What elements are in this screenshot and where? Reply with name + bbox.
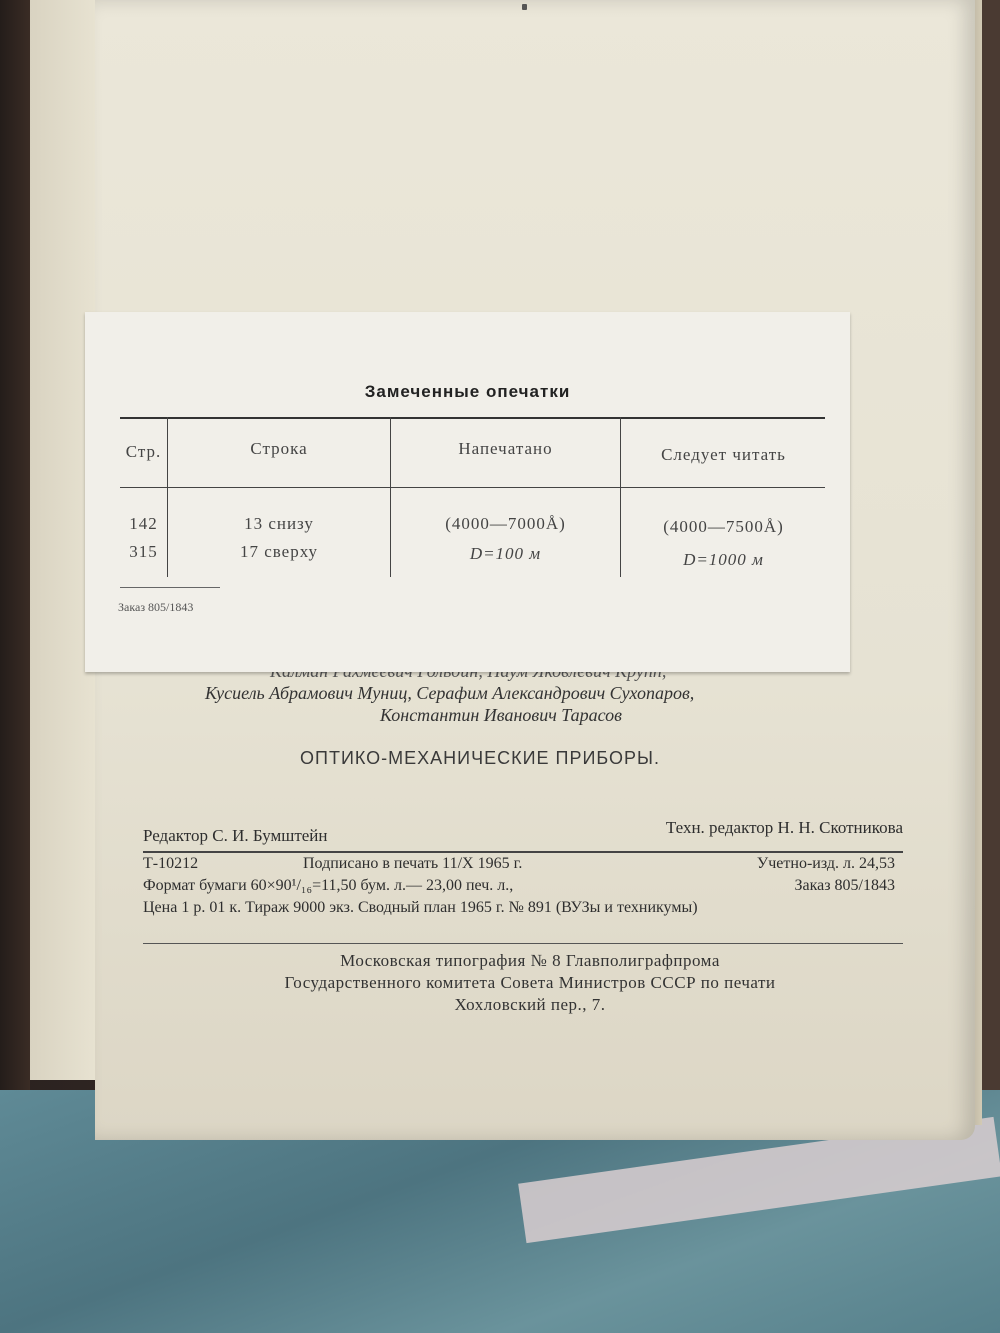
- header-page: Стр.: [125, 442, 162, 461]
- errata-table: [120, 417, 830, 582]
- row-2-correct: D=1000 м: [683, 550, 764, 569]
- detail-row-1: [143, 855, 903, 877]
- errata-title: Замеченные опечатки: [364, 382, 571, 401]
- book-title: ОПТИКО-МЕХАНИЧЕСКИЕ ПРИБОРЫ.: [300, 748, 660, 768]
- editors-line: [143, 818, 903, 848]
- row-1-line: 13 снизу: [244, 514, 314, 533]
- table-bottom-rule: [120, 587, 220, 588]
- header-correct: Следует читать: [661, 445, 786, 464]
- header-line: Строка: [250, 439, 308, 458]
- row-2-printed: D=100 м: [469, 544, 542, 563]
- authors-line-3: Константин Иванович Тарасов: [380, 705, 622, 725]
- detail-row-3: [143, 899, 903, 921]
- header-printed: Напечатано: [458, 439, 553, 458]
- printer-info: [140, 950, 920, 1016]
- authors-line-2: Кусиель Абрамович Муниц, Серафим Александрович Сухопаров,: [205, 683, 695, 703]
- paper-format: Формат бумаги 60×90¹/₁₆=11,50 бум. л.— 23,00 печ. л.,: [143, 877, 514, 894]
- account-sheets: Учетно-изд. л. 24,53: [756, 855, 895, 872]
- detail-row-2: [143, 877, 903, 899]
- book-spine: [0, 0, 30, 1100]
- row-2-page: 315: [129, 542, 158, 561]
- printer-line-2: Государственного комитета Совета Министров СССР по печати: [284, 973, 776, 992]
- printer-line-3: Хохловский пер., 7.: [454, 995, 606, 1014]
- order-number: Заказ 805/1843: [794, 877, 895, 894]
- price-line: Цена 1 р. 01 к. Тираж 9000 экз. Сводный план 1965 г. № 891 (ВУЗы и техникумы): [143, 899, 698, 916]
- catalog-code: Т-10212: [143, 855, 199, 872]
- row-1-correct: (4000—7500Å): [663, 517, 784, 536]
- table-top-rule: [120, 417, 825, 419]
- ink-dot: [522, 4, 527, 10]
- publication-details: [143, 855, 903, 921]
- header-rule: [120, 487, 825, 488]
- slip-order-number: Заказ 805/1843: [118, 600, 194, 614]
- printer-line-1: Московская типография № 8 Главполиграфпрома: [340, 951, 720, 970]
- row-1-page: 142: [129, 514, 158, 533]
- divider-rule-2: [143, 943, 903, 944]
- tech-editor: Техн. редактор Н. Н. Скотникова: [665, 818, 903, 837]
- signed-date: Подписано в печать 11/X 1965 г.: [303, 855, 523, 872]
- editor: Редактор С. И. Бумштейн: [143, 826, 328, 845]
- row-2-line: 17 сверху: [239, 542, 319, 561]
- errata-slip: [85, 312, 850, 672]
- divider-rule: [143, 851, 903, 853]
- row-1-printed: (4000—7000Å): [445, 514, 566, 533]
